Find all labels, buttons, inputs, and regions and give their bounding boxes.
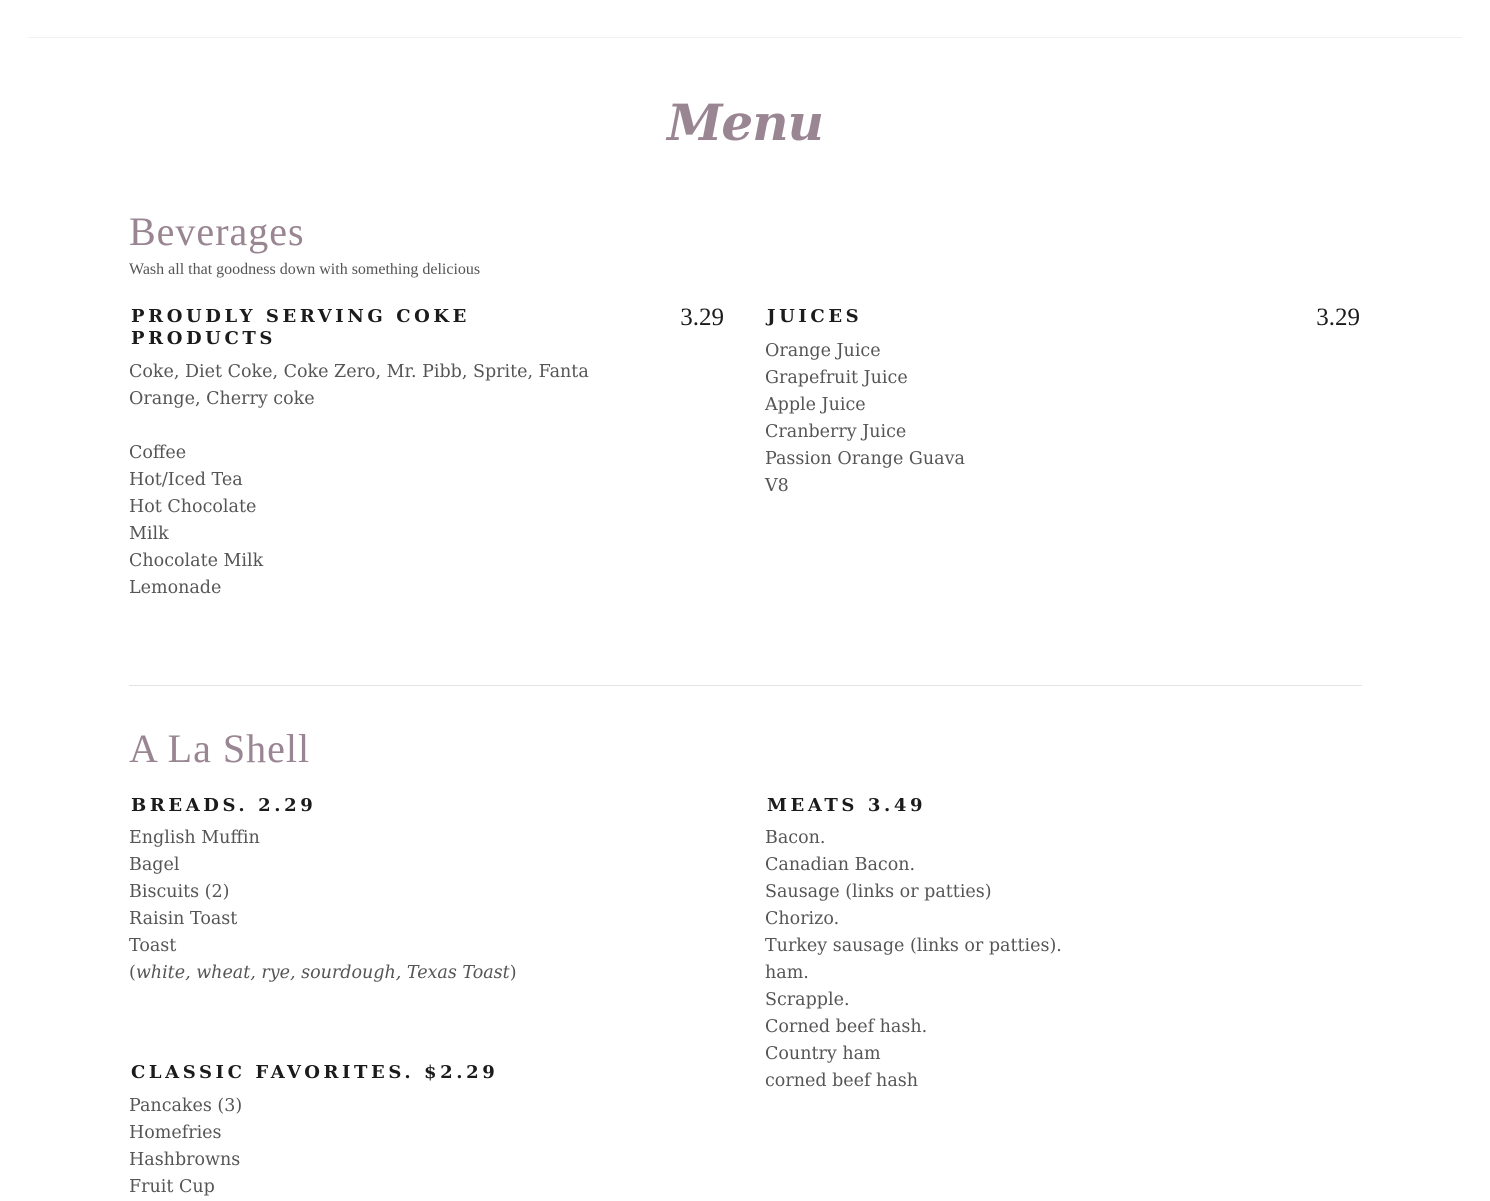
breads-list	[129, 825, 517, 987]
page-title: Menu	[667, 93, 823, 152]
list-item: Pancakes (3)	[129, 1096, 243, 1116]
meats-title: MEATS 3.49	[767, 795, 927, 816]
juices-list	[765, 338, 965, 500]
list-item: ham.	[765, 963, 809, 983]
hot-drinks-list	[129, 440, 263, 602]
coke-description-line2: Orange, Cherry coke	[129, 389, 315, 409]
list-item: corned beef hash	[765, 1071, 919, 1091]
list-item: English Muffin	[129, 828, 260, 848]
list-item: Grapefruit Juice	[765, 368, 908, 388]
list-item: Chocolate Milk	[129, 551, 264, 571]
list-item: Raisin Toast	[129, 909, 238, 929]
list-item: Apple Juice	[765, 395, 866, 415]
coke-title-line2: PRODUCTS	[131, 328, 277, 349]
meats-list	[765, 825, 1062, 1095]
list-item: Hot Chocolate	[129, 497, 257, 517]
list-item: Passion Orange Guava	[765, 449, 965, 469]
beverages-heading: Beverages	[129, 209, 305, 254]
list-item: Hot/Iced Tea	[129, 470, 243, 490]
bread-options-note	[129, 960, 517, 987]
note-close-paren: )	[509, 963, 517, 983]
list-item: Bacon.	[765, 828, 826, 848]
coke-title-line1: PROUDLY SERVING COKE	[131, 306, 470, 327]
juices-title: JUICES	[767, 306, 863, 327]
classic-favorites-title: CLASSIC FAVORITES. $2.29	[131, 1062, 499, 1083]
note-options: white, wheat, rye, sourdough, Texas Toast	[135, 963, 510, 983]
a-la-shell-heading: A La Shell	[129, 726, 311, 771]
list-item: Corned beef hash.	[765, 1017, 928, 1037]
list-item: Biscuits (2)	[129, 882, 230, 902]
coke-price: 3.29	[680, 304, 724, 331]
list-item: Hashbrowns	[129, 1150, 241, 1170]
list-item: Chorizo.	[765, 909, 840, 929]
juices-price: 3.29	[1316, 304, 1360, 331]
list-item: Country ham	[765, 1044, 881, 1064]
section-divider	[129, 685, 1362, 686]
list-item: Sausage (links or patties)	[765, 882, 992, 902]
coke-description-line1: Coke, Diet Coke, Coke Zero, Mr. Pibb, Sprite, Fanta	[129, 362, 589, 382]
list-item: V8	[765, 476, 789, 496]
classic-favorites-list	[129, 1093, 242, 1201]
list-item: Toast	[129, 936, 177, 956]
list-item: Lemonade	[129, 578, 222, 598]
list-item: Orange Juice	[765, 341, 881, 361]
list-item: Coffee	[129, 443, 187, 463]
list-item: Fruit Cup	[129, 1177, 215, 1197]
coke-description	[129, 359, 689, 413]
list-item: Cranberry Juice	[765, 422, 907, 442]
list-item: Turkey sausage (links or patties).	[765, 936, 1062, 956]
coke-title	[131, 306, 591, 350]
list-item: Bagel	[129, 855, 180, 875]
breads-title: BREADS. 2.29	[131, 795, 317, 816]
header-divider	[28, 37, 1462, 38]
list-item: Milk	[129, 524, 169, 544]
note-open-paren: (	[129, 963, 136, 983]
beverages-subtitle: Wash all that goodness down with something delicious	[129, 261, 481, 278]
list-item: Homefries	[129, 1123, 222, 1143]
list-item: Canadian Bacon.	[765, 855, 916, 875]
list-item: Scrapple.	[765, 990, 850, 1010]
